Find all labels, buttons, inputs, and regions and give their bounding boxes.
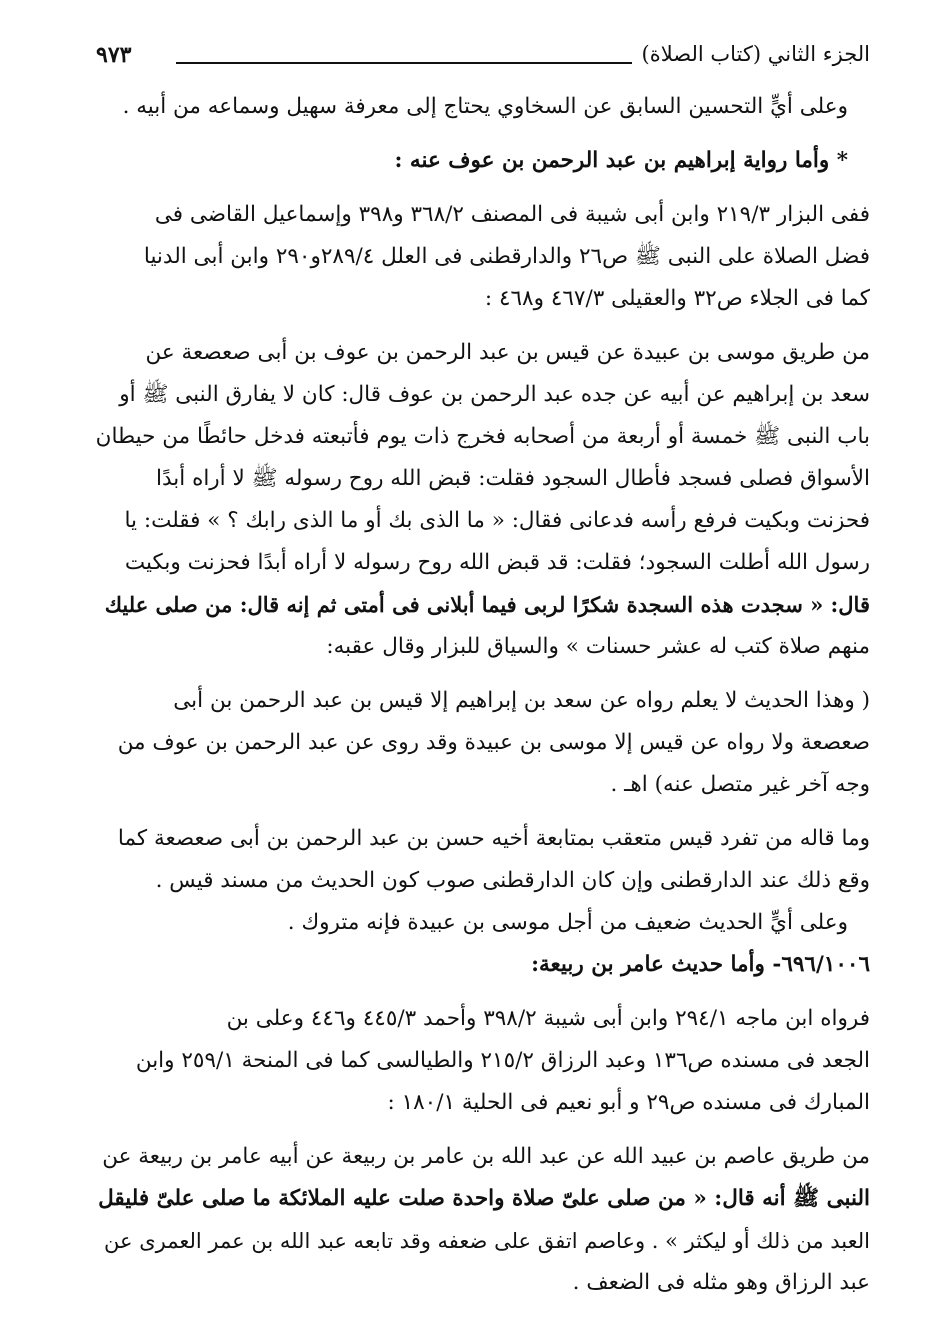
- text-line: وما قاله من تفرد قيس متعقب بمتابعة أخيه حسن بن عبد الرحمن بن أبى صعصعة كما: [117, 826, 870, 851]
- text-line: صعصعة ولا رواه عن قيس إلا موسى بن عبيدة وقد روى عن عبد الرحمن بن عوف من: [117, 730, 870, 755]
- text-line: عبد الرزاق وهو مثله فى الضعف .: [572, 1270, 870, 1295]
- paragraph: [90, 818, 870, 902]
- paragraph: [90, 902, 870, 944]
- text-line: منهم صلاة كتب له عشر حسنات » والسياق للبزار وقال عقبه:: [326, 634, 870, 659]
- text-line: من طريق موسى بن عبيدة عن قيس بن عبد الرحمن بن عوف بن أبى صعصعة عن: [145, 340, 870, 365]
- text-line: وقع ذلك عند الدارقطنى وإن كان الدارقطنى صوب كون الحديث من مسند قيس .: [155, 868, 870, 893]
- running-header: [90, 36, 870, 80]
- text-line: فحزنت وبكيت فرفع رأسه فدعانى فقال: « ما الذى بك أو ما الذى رابك ؟ » فقلت: يا: [124, 508, 870, 533]
- text-line: ( وهذا الحديث لا يعلم رواه عن سعد بن إبراهيم إلا قيس بن عبد الرحمن بن أبى: [173, 688, 870, 713]
- text-line: وعلى أيٍّ التحسين السابق عن السخاوي يحتاج إلى معرفة سهيل وسماعه من أبيه .: [122, 94, 848, 119]
- text-line: الأسواق فصلى فسجد فأطال السجود فقلت: قبض الله روح رسوله ﷺ لا أراه أبدًا: [156, 466, 870, 491]
- text-line: العبد من ذلك أو ليكثر » . وعاصم اتفق على ضعفه وقد تابعه عبد الله بن عمر العمرى عن: [104, 1229, 870, 1253]
- paragraph: [90, 194, 870, 320]
- section-heading: [90, 944, 870, 986]
- paragraph: [90, 332, 870, 668]
- text-line: كما فى الجلاء ص٣٢ والعقيلى ٤٦٧/٣ و٤٦٨ :: [484, 286, 870, 311]
- text-line: النبى ﷺ أنه قال: « من صلى علىّ صلاة واحدة صلت عليه الملائكة ما صلى علىّ فليقل: [98, 1186, 870, 1211]
- text-line: ففى البزار ٢١٩/٣ وابن أبى شيبة فى المصنف ٣٦٨/٢ و٣٩٨ وإسماعيل القاضى فى: [154, 202, 870, 227]
- paragraph: [90, 998, 870, 1124]
- paragraph: [90, 86, 870, 128]
- page-number: ٩٧٣: [96, 42, 132, 68]
- text-line: من طريق عاصم بن عبيد الله عن عبد الله بن عامر بن ربيعة عن أبيه عامر بن ربيعة عن: [102, 1144, 870, 1169]
- running-title: الجزء الثاني (كتاب الصلاة): [641, 42, 870, 66]
- text-line: سعد بن إبراهيم عن أبيه عن جده عبد الرحمن بن عوف قال: كان لا يفارق النبى ﷺ أو: [119, 382, 870, 407]
- text-line: * وأما رواية إبراهيم بن عبد الرحمن بن عوف عنه :: [394, 148, 848, 173]
- page-content: [90, 86, 870, 1304]
- header-rule: [176, 62, 632, 64]
- text-line: رسول الله أطلت السجود؛ فقلت: قد قبض الله روح رسوله لا أراه أبدًا فحزنت وبكيت: [124, 550, 870, 575]
- text-line: ٦٩٦/١٠٠٦- وأما حديث عامر بن ربيعة:: [531, 952, 870, 977]
- text-line: المبارك فى مسنده ص٢٩ و أبو نعيم فى الحلية ١٨٠/١ :: [387, 1090, 870, 1115]
- text-line: وعلى أيٍّ الحديث ضعيف من أجل موسى بن عبيدة فإنه متروك .: [287, 910, 848, 935]
- paragraph: [90, 1136, 870, 1304]
- text-line: فرواه ابن ماجه ٢٩٤/١ وابن أبى شيبة ٣٩٨/٢ وأحمد ٤٤٥/٣ و٤٤٦ وعلى بن: [226, 1006, 870, 1031]
- text-line: قال: « سجدت هذه السجدة شكرًا لربى فيما أبلانى فى أمتى ثم إنه قال: من صلى عليك: [104, 592, 870, 617]
- text-line: فضل الصلاة على النبى ﷺ ص٢٦ والدارقطنى فى العلل ٢٨٩/٤و٢٩٠ وابن أبى الدنيا: [143, 244, 870, 269]
- text-line: وجه آخر غير متصل عنه) اهـ .: [610, 772, 870, 797]
- text-line: باب النبى ﷺ خمسة أو أربعة من أصحابه فخرج ذات يوم فأتبعته فدخل حائطًا من حيطان: [95, 424, 870, 449]
- text-line: الجعد فى مسنده ص١٣٦ وعبد الرزاق ٢١٥/٢ والطيالسى كما فى المنحة ٢٥٩/١ وابن: [135, 1048, 870, 1073]
- section-heading: [90, 140, 870, 182]
- book-page: [90, 36, 870, 1304]
- quoted-paragraph: [90, 680, 870, 806]
